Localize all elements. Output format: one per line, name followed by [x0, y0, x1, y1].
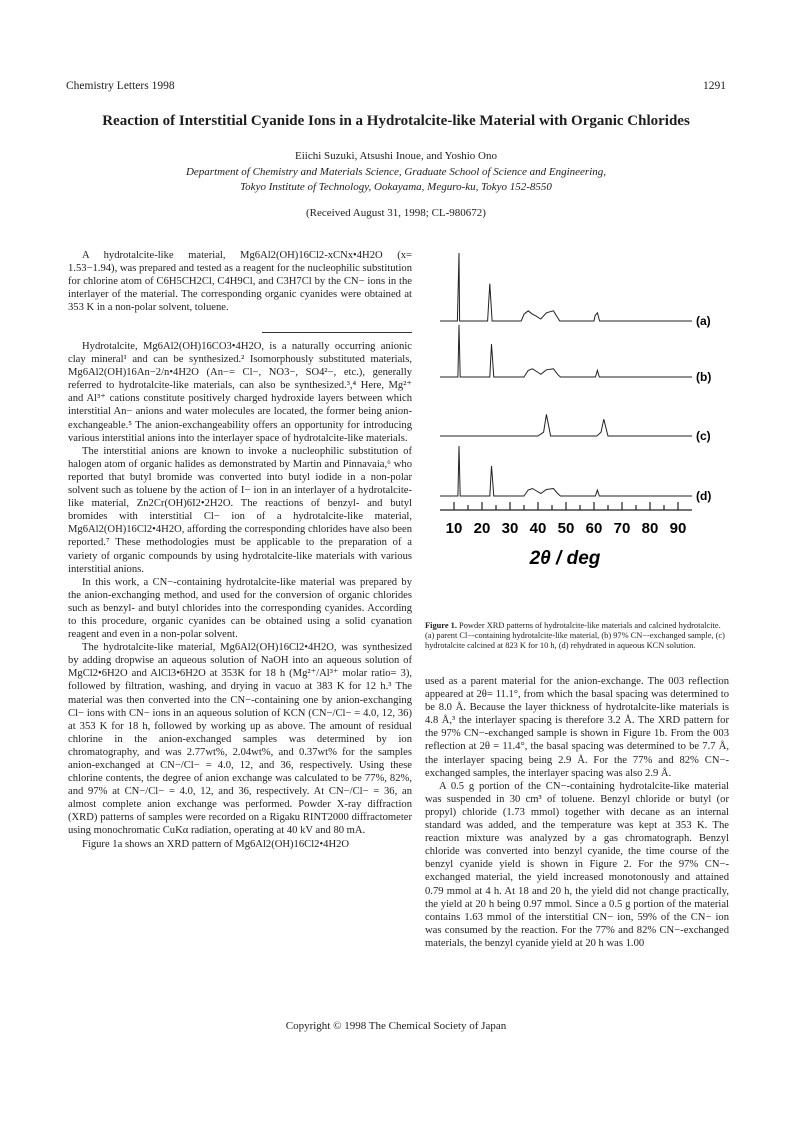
x-axis-ticks [454, 502, 678, 510]
xrd-figure [430, 240, 730, 580]
x-tick-label: 80 [641, 520, 659, 537]
x-tick-label: 60 [585, 520, 603, 537]
affiliation-line-2: Tokyo Institute of Technology, Ookayama, Meguro-ku, Tokyo 152-8550 [240, 181, 552, 193]
abstract [68, 249, 412, 314]
caption-title: Powder XRD patterns of hydrotalcite-like materials and calcined hydrotalcite. [459, 621, 721, 630]
x-tick-label: 70 [613, 520, 631, 537]
caption-body: (a) parent Cl−-containing hydrotalcite-like material, (b) 97% CN−-exchanged sample, (c) hydrotalcite calcined at 823 K for 10 h, (d) rehydrated in aqueous KCN solution. [425, 631, 725, 651]
left-paragraph: Figure 1a shows an XRD pattern of Mg6Al2(OH)16Cl2•4H2O [82, 838, 350, 850]
left-paragraph: In this work, a CN−-containing hydrotalcite-like material was prepared by the anion-exchanging method, and used for the conversion of organic chlorides such as benzyl- and butyl chlorides into the corresponding cyanides. According to this procedure, organic cyanides can be obtained using a solid cyanation reagent and even in a non-polar solvent. [68, 576, 412, 641]
page-number: 1291 [703, 80, 726, 92]
xrd-trace-b [440, 325, 692, 377]
copyright: Copyright © 1998 The Chemical Society of Japan [285, 1020, 507, 1032]
x-axis-tick-labels [446, 520, 687, 537]
trace-label: (b) [696, 370, 712, 384]
left-paragraph: Hydrotalcite, Mg6Al2(OH)16CO3•4H2O, is a naturally occurring anionic clay mineral¹ and can be synthesized.² Isomorphously substituted materials, Mg6Al2(OH)16An−2/n•4H2O (An−= Cl−, NO3−, SO4²−, etc.), generally referred to hydrotalcite-like materials, can also be synthesized.³,⁴ Here, Mg²⁺ and Al³⁺ cations constitute positively charged hydroxide layers between which interstitial An− anions and water molecules are located, the former being anion-exchangeable.⁵ The anion-exchangeability offers an opportunity for introducing various interstitial anions into the interlayer space of hydrotalcite-like materials. [68, 341, 412, 444]
right-paragraph: A 0.5 g portion of the CN−-containing hydrotalcite-like material was suspended in 30 cm³ of toluene. Benzyl chloride or butyl (or propyl) chloride (1.73 mmol) together with decane as an internal standard was added, and the temperature was kept at 353 K. The reaction mixture was analyzed by a gas chromatograph. Benzyl chloride was converted into benzyl cyanide, the time course of the benzyl cyanide yield is shown in Figure 2. For the 97% CN−-exchanged material, the yield increased monotonously and attained 0.79 mmol at 4 h. At 18 and 20 h, the yield did not change practically, the yield at 20 h being 0.97 mmol. Since a 0.5 g portion of the material contains 1.63 mmol of the interstitial CN− ion, 59% of the CN− ion was consumed by the reaction. For the 77% and 82% CN−-exchanged materials, the benzyl cyanide yield at 20 h was 1.00 [425, 780, 729, 949]
xrd-trace-a [440, 253, 692, 321]
authors: Eiichi Suzuki, Atsushi Inoue, and Yoshio Ono [295, 150, 497, 162]
x-tick-label: 20 [473, 520, 491, 537]
figure-caption [425, 621, 725, 652]
journal-name: Chemistry Letters 1998 [66, 80, 175, 92]
x-tick-label: 50 [557, 520, 575, 537]
received-date: (Received August 31, 1998; CL-980672) [306, 207, 486, 219]
left-column [68, 340, 412, 851]
xrd-trace-c [440, 414, 692, 436]
xrd-traces [440, 253, 711, 503]
x-tick-label: 40 [529, 520, 547, 537]
article-title: Reaction of Interstitial Cyanide Ions in a Hydrotalcite-like Material with Organic Chlorides [102, 113, 690, 129]
x-tick-label: 10 [445, 520, 463, 537]
x-axis-title: 2θ / deg [529, 548, 601, 569]
x-tick-label: 30 [501, 520, 519, 537]
trace-label: (c) [696, 429, 711, 443]
abstract-divider [262, 332, 412, 333]
right-paragraph: used as a parent material for the anion-exchange. The 003 reflection appeared at 2θ= 11.1°, from which the basal spacing was determined to be 8.0 Å. Because the layer thickness of hydrotalcite-like materials is 4.8 Å,³ the interlayer spacing is therefore 3.2 Å. The XRD pattern for the 97% CN−-exchanged sample is shown in Figure 1b. From the 003 reflection at 2θ = 11.4°, the basal spacing was determined to be 7.7 Å, the interlayer spacing being 2.9 Å. For the 77% and 82% CN−-exchanged samples, the interlayer spacing was also 2.9 Å. [425, 676, 729, 779]
x-axis [440, 502, 692, 537]
x-tick-label: 90 [669, 520, 687, 537]
trace-label: (a) [696, 314, 711, 328]
left-paragraph: The interstitial anions are known to invoke a nucleophilic substitution of halogen atom of organic halides as demonstrated by Martin and Pinnavaia,⁶ who reported that butyl bromide was converted into butyl iodide in a non-polar solvent such as toluene by the action of I− ion in an interlayer of a hydrotalcite-like material, Zn2Cr(OH)6I2•2H2O. The reactions of benzyl- and butyl bromides with interstitial Cl− ion of a hydrotalcite-like material, Mg6Al2(OH)16Cl2•4H2O, affording the corresponding chlorides have also been reported.⁷ These methodologies must be applicable to the preparation of a variety of organic compounds by using hydrotalcite-like materials with various interstitial anions. [68, 445, 412, 575]
abstract-text: A hydrotalcite-like material, Mg6Al2(OH)16Cl2-xCNx•4H2O (x= 1.53−1.94), was prepared and tested as a reagent for the nucleophilic substitution for chlorine atom of C6H5CH2Cl, C4H9Cl, and C3H7Cl by the CN− ions in the interlayer of the material. The corresponding organic cyanides were obtained at 353 K in a non-polar solvent, toluene. [68, 250, 412, 314]
xrd-trace-d [440, 446, 692, 496]
trace-label: (d) [696, 489, 712, 503]
left-paragraph: The hydrotalcite-like material, Mg6Al2(OH)16Cl2•4H2O, was synthesized by adding dropwise an aqueous solution of NaOH into an aqueous solution of MgCl2•6H2O and AlCl3•6H2O at 353K for 18 h (Mg²⁺/Al³⁺ molar ratio= 3), followed by filtration, washing, and drying in vacuo at 383 K for 12 h.³ The material was then converted into the CN−-containing one by anion-exchanging Cl− ions with CN− ions in an aqueous solution of KCN (CN−/Cl− = 4.0, 12, 36) at 353 K for 18 h, followed by working up as above. The amount of residual chlorine in the anion-exchanged samples was determined by ion chromatography, and was 2.77wt%, 2.04wt%, and 0.37wt% for the samples anion-exchanged at CN−/Cl− = 4.0, 12, and 36, respectively. Using these chlorine contents, the degree of anion exchange was calculated to be 77%, 82%, and 97% at CN−/Cl− = 4.0, 12, and 36, respectively. At CN−/Cl− = 36, an almost complete anion exchange was performed. Powder X-ray diffraction (XRD) patterns of samples were recorded on a Rigaku RINT2000 diffractometer using monochromatic CuKα radiation, operating at 40 kV and 80 mA. [68, 642, 412, 837]
right-column [425, 675, 729, 950]
caption-label: Figure 1. [425, 621, 457, 630]
affiliation-line-1: Department of Chemistry and Materials Science, Graduate School of Science and Engineering, [185, 166, 607, 178]
